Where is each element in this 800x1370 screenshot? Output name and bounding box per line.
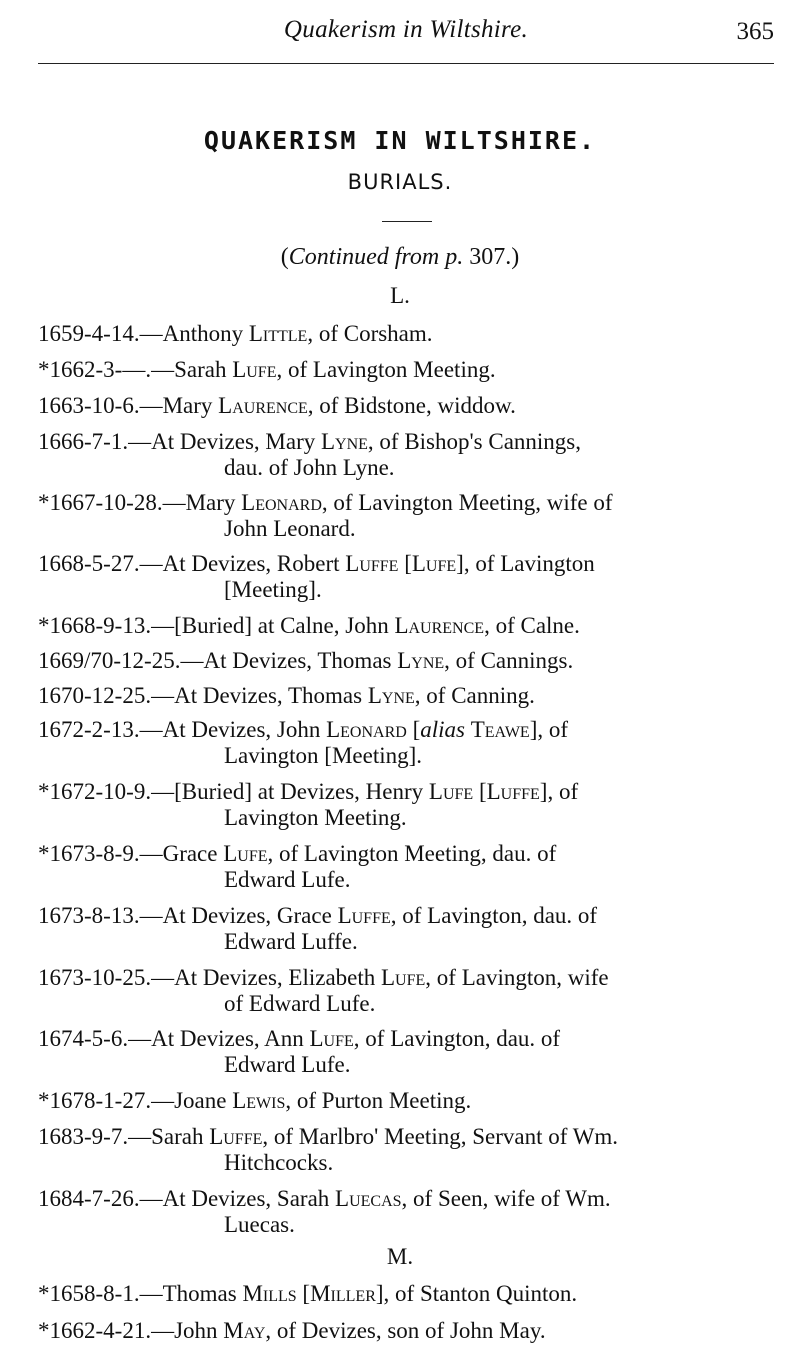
entry-text: —At Devizes, Thomas [151, 683, 368, 708]
entry-text: —At Devizes, Sarah [139, 1186, 336, 1211]
header-rule [38, 63, 774, 64]
entry-text: —[Buried] at Devizes, Henry [151, 779, 429, 804]
entry-text: [ [398, 551, 412, 576]
entry-text: , of Cannings. [444, 648, 574, 673]
burial-entry [38, 841, 774, 893]
entry-text: —At Devizes, John [139, 717, 327, 742]
entry-text: Edward Luffe. [224, 929, 358, 954]
burial-date: 1672-2-13. [38, 717, 140, 742]
surname: Luffe [345, 551, 399, 576]
burial-date: 1668-5-27. [38, 551, 140, 576]
surname: May [223, 1318, 266, 1343]
burial-date: *1668-9-13. [38, 613, 152, 638]
continued-open: ( [280, 244, 289, 270]
burial-date: 1673-8-13. [38, 903, 140, 928]
entry-continuation [38, 991, 774, 1017]
burial-date: *1678-1-27. [38, 1088, 152, 1113]
burial-entry [38, 1281, 774, 1307]
burial-date: 1673-10-25. [38, 965, 152, 990]
article-title: QUAKERISM IN WILTSHIRE. [203, 126, 597, 155]
surname: Luffe [337, 903, 391, 928]
entry-continuation [38, 867, 774, 893]
burial-entry [38, 613, 774, 639]
burial-date: 1683-9-7. [38, 1124, 129, 1149]
entry-text: —At Devizes, Thomas [180, 648, 398, 673]
surname: Teawe [470, 717, 530, 742]
burial-entry [38, 903, 774, 955]
continued-note [0, 244, 800, 271]
entry-continuation [38, 1150, 774, 1176]
entry-text: , of Lavington, wife [425, 965, 609, 990]
entry-continuation [38, 743, 774, 769]
entry-continuation [38, 577, 774, 603]
burial-entry [38, 1124, 774, 1176]
burial-entry [38, 393, 774, 419]
surname: Luffe [209, 1124, 263, 1149]
burial-entry [38, 357, 774, 383]
surname: Lufe [232, 357, 277, 382]
burial-entry [38, 965, 774, 1017]
entry-text: —John [151, 1318, 224, 1343]
surname: Mills [242, 1281, 297, 1306]
italic-term: alias [420, 717, 465, 742]
entry-text: —Mary [162, 490, 242, 515]
section-letter-l: L. [390, 283, 410, 308]
entry-text: , of Lavington Meeting, wife of [321, 490, 613, 515]
entry-text: , of Marlbro' Meeting, Servant of Wm. [262, 1124, 619, 1149]
entry-text: , of Corsham. [307, 321, 433, 346]
burial-date: 1670-12-25. [38, 683, 152, 708]
entry-text: Luecas. [224, 1212, 295, 1237]
surname: Lufe [309, 1026, 354, 1051]
entry-text: of Edward Lufe. [224, 991, 376, 1016]
entry-text: John Leonard. [224, 516, 356, 541]
entry-text: [Meeting]. [224, 577, 322, 602]
burial-date: *1662-4-21. [38, 1318, 152, 1343]
burial-date: *1662-3-—. [38, 357, 152, 382]
surname: Luffe [486, 779, 540, 804]
entry-text: —Thomas [139, 1281, 243, 1306]
running-title: Quakerism in Wiltshire. [283, 16, 529, 43]
entry-text: [ [473, 779, 487, 804]
burial-entry [38, 1088, 774, 1114]
entry-text: Lavington [Meeting]. [224, 743, 423, 768]
entry-text: ], of [539, 779, 579, 804]
surname: Laurence [218, 393, 308, 418]
entry-continuation [38, 929, 774, 955]
burial-date: *1672-10-9. [38, 779, 152, 804]
burial-entry [38, 648, 774, 674]
entry-text: , of Lavington, dau. of [353, 1026, 561, 1051]
surname: Lufe [411, 551, 457, 576]
surname: Lufe [223, 841, 268, 866]
burial-entry [38, 683, 774, 709]
surname: Little [248, 321, 308, 346]
burial-date: 1663-10-6. [38, 393, 140, 418]
continued-italic: Continued from p. [288, 244, 464, 270]
title-divider [382, 221, 432, 222]
surname: Leonard [326, 717, 407, 742]
surname: Luecas [335, 1186, 402, 1211]
burial-date: 1674-5-6. [38, 1026, 129, 1051]
entry-text: —At Devizes, Elizabeth [151, 965, 381, 990]
entry-text: , of Devizes, son of John May. [265, 1318, 546, 1343]
surname: Leonard [241, 490, 322, 515]
article-subtitle: BURIALS. [347, 170, 453, 194]
burial-entry [38, 1186, 774, 1238]
entry-continuation [38, 805, 774, 831]
entry-text: —Grace [139, 841, 224, 866]
entry-text: , of Lavington, dau. of [390, 903, 598, 928]
burial-date: 1659-4-14. [38, 321, 140, 346]
entry-text: dau. of John Lyne. [224, 455, 395, 480]
entry-text: , of Calne. [484, 613, 580, 638]
entry-text: , of Canning. [414, 683, 535, 708]
surname: Lyne [320, 429, 368, 454]
entry-text: —Sarah [128, 1124, 210, 1149]
entry-text: —At Devizes, Mary [128, 429, 321, 454]
entry-text: Edward Lufe. [224, 867, 351, 892]
section-letter-m: M. [386, 1244, 414, 1269]
entry-text: , of Bishop's Cannings, [367, 429, 581, 454]
burial-date: *1673-8-9. [38, 841, 140, 866]
entry-text: —Joane [151, 1088, 233, 1113]
burial-entry [38, 1026, 774, 1078]
surname: Lyne [367, 683, 415, 708]
surname: Lufe [428, 779, 474, 804]
entry-text: Edward Lufe. [224, 1052, 351, 1077]
running-head [38, 10, 774, 58]
burial-entry [38, 1318, 774, 1344]
surname: Miller [310, 1281, 376, 1306]
entry-text: , of Bidstone, widdow. [307, 393, 516, 418]
surname: Laurence [394, 613, 485, 638]
page-number: 365 [736, 18, 774, 45]
entry-text: Lavington Meeting. [224, 805, 407, 830]
burial-entry [38, 551, 774, 603]
entry-text: [ [406, 717, 421, 742]
entry-continuation [38, 516, 774, 542]
continued-page: 307.) [463, 244, 520, 270]
entry-continuation [38, 1212, 774, 1238]
entry-text: —At Devizes, Grace [139, 903, 338, 928]
entry-text: —[Buried] at Calne, John [151, 613, 395, 638]
burial-date: *1667-10-28. [38, 490, 163, 515]
entry-text: —Mary [139, 393, 219, 418]
burial-date: 1684-7-26. [38, 1186, 140, 1211]
entry-text: , of Purton Meeting. [285, 1088, 472, 1113]
burial-date: 1666-7-1. [38, 429, 129, 454]
entry-text: —Anthony [139, 321, 249, 346]
burial-date: *1658-8-1. [38, 1281, 140, 1306]
entry-text: Hitchcocks. [224, 1150, 334, 1175]
surname: Lyne [397, 648, 445, 673]
entry-text: ], of [529, 717, 569, 742]
entry-text: ], of Lavington [456, 551, 595, 576]
entry-text: , of Lavington Meeting, dau. of [267, 841, 557, 866]
entry-text: ], of Stanton Quinton. [375, 1281, 578, 1306]
entry-text: —At Devizes, Robert [139, 551, 346, 576]
burial-entry [38, 717, 774, 769]
entry-continuation [38, 1052, 774, 1078]
burial-entry [38, 779, 774, 831]
surname: Lufe [381, 965, 426, 990]
burial-entry [38, 490, 774, 542]
burial-date: 1669/70-12-25. [38, 648, 181, 673]
entry-text: —At Devizes, Ann [128, 1026, 310, 1051]
entry-text: [ [296, 1281, 311, 1306]
entry-text: , of Seen, wife of Wm. [401, 1186, 611, 1211]
burial-entry [38, 321, 774, 347]
surname: Lewis [232, 1088, 286, 1113]
entry-text: , of Lavington Meeting. [276, 357, 496, 382]
burial-entry [38, 429, 774, 481]
entry-text: —Sarah [151, 357, 233, 382]
entry-continuation [38, 455, 774, 481]
